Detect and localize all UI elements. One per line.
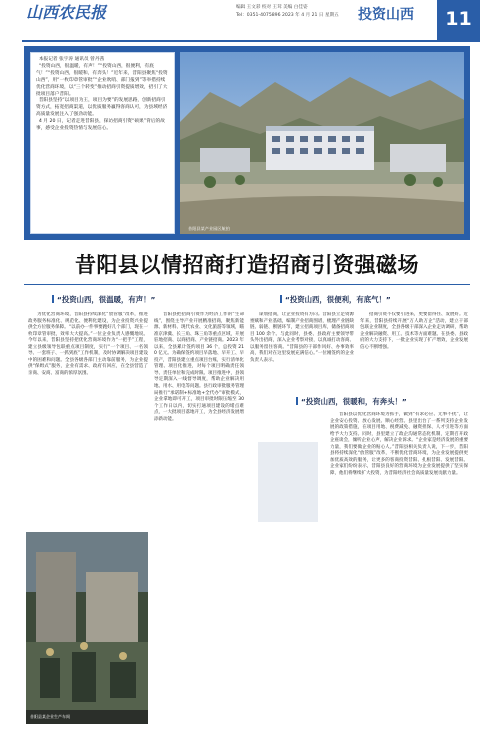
article-column: [250, 312, 354, 404]
article-paragraph: 为优化营商环境，昔阳县持续深化“放管服”改革，推进政务服务标准化、规范化、便利化建设，为企业投资兴业提供全方位服务保障。“以前办一件事要跑好几个部门，现在一枚印章管审批，效率大大提高。”一位企业负责人感慨地说。今年以来，昔阳县坚持把优化营商环境作为“一把手”工程，建立县级领导包联重点项目制度，实行“一个项目、一名领导、一套班子、一抓到底”工作机制，及时协调解决项目建设中的困难和问题。全县各级各部门主动靠前服务，为企业提供“保姆式”服务，企业有需求、政府有回应，在全县营造了亲商、安商、富商的浓厚氛围。: [28, 312, 148, 376]
factory-photo: [26, 532, 148, 724]
section-heading: [280, 294, 391, 306]
abstract-paragraph: 4 月 20 日，记者走进昔阳县，探访招商引资“硕果”背后的故事，感受企业投资热情与发展信心。: [36, 119, 165, 132]
page-number: 11: [437, 0, 480, 40]
lead-photo: [180, 52, 464, 234]
section-heading-text: “投资山西，很便利，有底气！”: [285, 295, 391, 304]
lead-abstract: [30, 52, 175, 234]
section-heading-text: “投资山西，很温暖，有声！”: [57, 295, 156, 304]
article-paragraph: 昔阳县以优化营商环境为抓手，做到“有求必应、无事不扰”，让企业安心投资、放心发展、顺心经营。县里出台了一系列支持企业发展的政策措施，在项目用地、税费减免、融资担保、人才引进等方面给予大力支持。同时，县里建立了政企沟通常态化机制，定期召开政企座谈会，倾听企业心声，解决企业诉求。“企业家是经济发展的重要力量，我们要做企业的贴心人。”昔阳县相关负责人说，下一步，昔阳县将持续深化“放管服”改革，不断优化营商环境，为企业发展提供更加优质高效的服务，让更多的客商投资昔阳、扎根昔阳、发展昔阳。企业家们纷纷表示，昔阳县良好的营商环境为企业发展提供了坚实保障，他们将继续扩大投资，为昔阳经济社会高质量发展贡献力量。: [330, 412, 468, 476]
editor-line: 编辑 王文彩 校对 王茸 美编 白佳姿: [236, 5, 308, 10]
article-paragraph: 谋划招商，让企业投资有方向。昔阳县立足资源禀赋和产业基础，编制产业招商图谱，梳理产业链缺链、弱链、断链环节，建立招商项目库，储备招商项目 100 余个。与此同时，县委、县政府主要领导带头外出招商，深入企业考察对接，以真诚打动客商、以服务留住客商。“昔阳县的干部作风好、办事效率高，我们对在这里发展充满信心。”一位刚签约的企业负责人表示。: [250, 312, 354, 363]
lead-photo-caption: 昔阳县某产业园区航拍: [188, 226, 230, 231]
article-paragraph: 昔阳县把招商引资作为经济工作的“生命线”，围绕主导产业开展精准招商，聚焦新能源、新材料、现代农业、文化旅游等领域，瞄准京津冀、长三角、珠三角等重点区域，开展驻地招商、以商招商、产业链招商。2023 年以来，全县累计签约项目 36 个，总投资 210 亿元。为确保签约项目早落地、早开工、早投产，昔阳县建立重点项目台账，实行清单化管理、项目化推进，对每个项目明确责任领导、责任单位和完成时限。项目推进中，县领导定期深入一线督导调度，帮助企业解决用地、用水、用电等问题。县行政审批服务管理局推行“承诺制+标准地+全代办”审批模式，企业拿地即可开工，项目审批时限压缩至 30 个工作日以内，切实打通项目建设的堵点难点，一大批项目落地开工，为全县经济发展增添新动能。: [154, 312, 244, 422]
article-paragraph: 招商引资不仅要引进来，更要留得住、发展好。近年来，昔阳县持续开展“万人助万企”活动，建立干部包联企业制度，全县各级干部深入企业走访调研，帮助企业解决融资、用工、技术等方面难题。在县委、县政府的大力支持下，一批企业实现了扩产增效，企业发展信心不断增强。: [360, 312, 468, 350]
header-rule: [22, 40, 480, 42]
main-headline: 昔阳县以情招商打造招商引资强磁场: [75, 253, 419, 277]
heading-marker: [296, 397, 298, 405]
heading-marker: [280, 295, 282, 303]
article-column: [360, 312, 468, 404]
section-title: 投资山西: [358, 7, 414, 23]
article-column: [28, 312, 148, 528]
masthead: [0, 0, 480, 40]
article-column: [330, 412, 468, 730]
section-heading: [296, 396, 407, 408]
article-column: [154, 312, 244, 528]
mid-photo: [250, 412, 326, 532]
section-heading-text: “投资山西，很暖和，有奔头！”: [301, 397, 407, 406]
headline-rule: [24, 284, 470, 285]
heading-marker: [52, 295, 54, 303]
section-heading: [52, 294, 155, 306]
byline: 本报记者 张宇涛 通讯员 曾丹茜: [38, 57, 105, 62]
abstract-paragraph: 昔阳县坚持“以项目为王，项目为要”的发展思路，创新招商引资方式，拓宽招商渠道，以优质服务赢得客商认可，为县域经济高质量发展注入了强劲动能。: [36, 98, 168, 118]
date-line: Tel：0351-4075896 2023 年 4 月 21 日 星期五: [236, 13, 339, 18]
newspaper-logo: 山西农民报: [26, 3, 107, 22]
abstract-paragraph: “投资山西，很温暖，有声！”“投资山西，很便利，有底气！”“投资山西，很暖和，有奔头！”近年来，昔阳县聚焦“投资山西”，用“一枚印章管审批”“企业吹哨、部门报到”等举措持续优化营商环境，以“三个转变”推动招商引资提质增效，招引了大批项目落户昔阳。: [36, 63, 168, 97]
factory-photo-caption: 昔阳县某企业生产车间: [30, 714, 70, 719]
